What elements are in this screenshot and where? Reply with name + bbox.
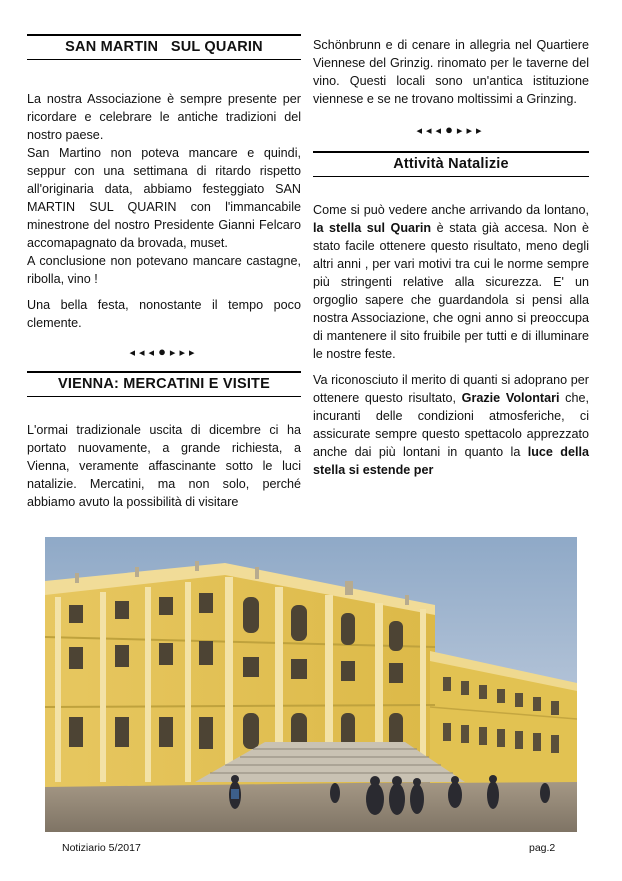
paragraph-volontari: Va riconosciuto il merito di quanti si adoprano per ottenere questo risultato, Grazie Volontari che, incuranti delle condizioni atmosferiche, ci assicurate sempre questo spettacolo apprezzato anche dai più lontani in quanto la luce della stella si estende per	[313, 373, 589, 477]
paragraph-conclusion: A conclusione non potevano mancare castagne, ribolla, vino !	[27, 254, 301, 286]
footer-page-number: pag.2	[529, 842, 556, 854]
heading-san-martin: SAN MARTIN SUL QUARIN	[27, 34, 301, 60]
schonbrunn-photo	[45, 537, 577, 832]
emphasis-luce: luce della stella si estende per	[313, 445, 589, 477]
emphasis-volontari: Grazie Volontari	[461, 391, 560, 405]
paragraph-schonbrunn: Schönbrunn e di cenare in allegria nel Quartiere Viennese del Grinzig. rinomato per le taverne del vino. Questi locali sono un'antica istituzione viennese e se ne trovano moltissimi a Grinzing.	[313, 38, 589, 106]
emphasis-stella: la stella sul Quarin	[313, 221, 432, 235]
right-column	[313, 36, 589, 479]
heading-vienna: VIENNA: MERCATINI E VISITE	[27, 371, 301, 397]
paragraph-vienna: L'ormai tradizionale uscita di dicembre ci ha portato nuovamente, a grande richiesta, a Vienna, veramente affascinante sotto le luci natalizie. Mercatini, ma non solo, perché abbiamo avuto la possibilità di visitare	[27, 423, 301, 509]
paragraph-stella: Come si può vedere anche arrivando da lontano, la stella sul Quarin è stata già accesa. Non è stato facile ottenere questo risultato, meno degli altri anni , per vari motivi tra cui le norme sempre più stringenti relative alla sicurezza. E' un orgoglio sapere che guardandola si pensi alla nostra Associazione, che ogni anno si preoccupa di mantenere il sito fruibile per tutti e di illuminare le nostre feste.	[313, 203, 589, 361]
paragraph-bella-festa: Una bella festa, nonostante il tempo poco clemente.	[27, 298, 301, 330]
ornament-divider: ◂◂◂●▸▸▸	[416, 122, 486, 137]
left-column	[27, 34, 301, 511]
footer-newsletter-issue: Notiziario 5/2017	[62, 842, 141, 854]
ornament-divider: ◂◂◂●▸▸▸	[129, 344, 199, 359]
paragraph-san-martino: San Martino non poteva mancare e quindi, seppur con una settimana di ritardo rispetto all'originaria data, abbiamo festeggiato SAN MARTIN SUL QUARIN con l'immancabile minestrone del nostro Presidente Gianni Felcaro accomapagnato da brovada, muset.	[27, 146, 301, 250]
heading-attivita-natalizie: Attività Natalizie	[313, 151, 589, 177]
paragraph-association: La nostra Associazione è sempre presente per ricordare e celebrare le antiche tradizioni del nostro paese.	[27, 92, 301, 142]
